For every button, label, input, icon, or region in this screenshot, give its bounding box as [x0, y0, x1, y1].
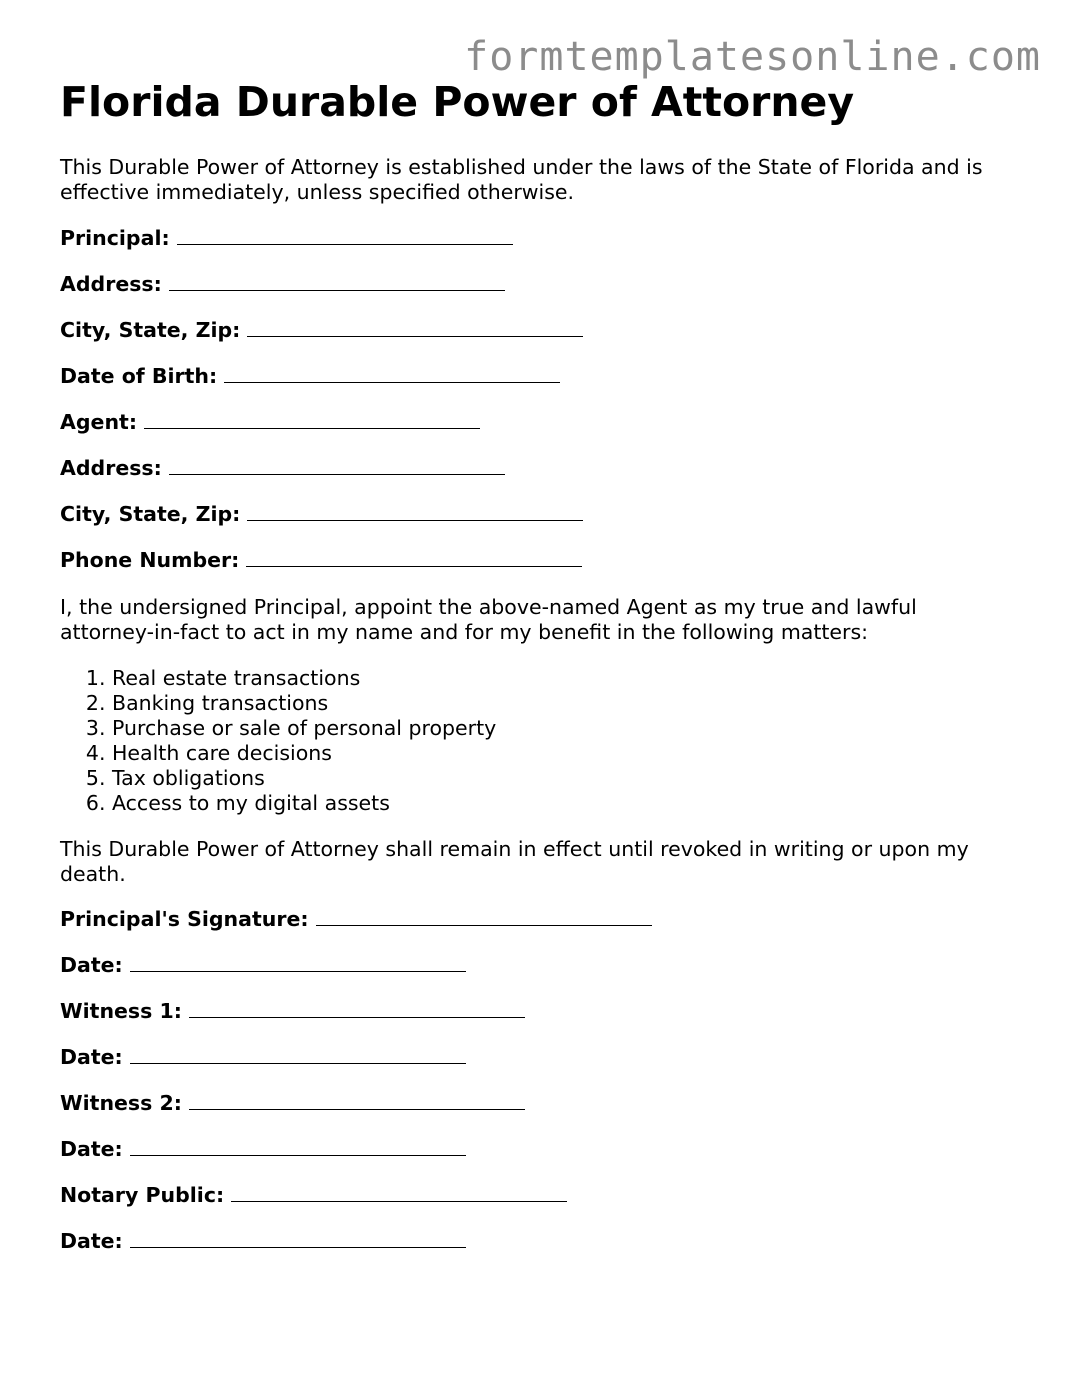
signature-date-label: Date: [60, 953, 123, 977]
agent-address-field [60, 456, 505, 481]
witness-1-date-field [60, 1045, 466, 1070]
agent-address-label: Address: [60, 456, 162, 480]
principal-city-state-zip-field [60, 318, 583, 343]
principal-blank[interactable] [177, 226, 513, 245]
witness-1-date-blank[interactable] [130, 1045, 466, 1064]
list-item: 4. Health care decisions [112, 741, 496, 766]
notary-date-field [60, 1229, 466, 1254]
date-of-birth-label: Date of Birth: [60, 364, 218, 388]
list-item: 3. Purchase or sale of personal property [112, 716, 496, 741]
notary-date-label: Date: [60, 1229, 123, 1253]
witness-2-label: Witness 2: [60, 1091, 182, 1115]
witness-1-blank[interactable] [189, 999, 525, 1018]
signature-date-field [60, 953, 466, 978]
witness-2-date-blank[interactable] [130, 1137, 466, 1156]
phone-number-label: Phone Number: [60, 548, 240, 572]
principal-city-state-zip-blank[interactable] [247, 318, 583, 337]
list-item: 5. Tax obligations [112, 766, 496, 791]
phone-number-field [60, 548, 582, 573]
appointment-paragraph: I, the undersigned Principal, appoint the above-named Agent as my true and lawful attorney-in-fact to act in my name and for my benefit in the following matters: [60, 595, 917, 644]
witness-1-field [60, 999, 525, 1024]
principal-signature-field [60, 907, 652, 932]
watermark: formtemplatesonline.com [464, 34, 1041, 80]
principal-city-state-zip-label: City, State, Zip: [60, 318, 241, 342]
principal-label: Principal: [60, 226, 170, 250]
signature-date-blank[interactable] [130, 953, 466, 972]
list-item: 1. Real estate transactions [112, 666, 496, 691]
list-item: 2. Banking transactions [112, 691, 496, 716]
date-of-birth-blank[interactable] [224, 364, 560, 383]
witness-2-date-label: Date: [60, 1137, 123, 1161]
document-title: Florida Durable Power of Attorney [60, 78, 855, 126]
notary-public-blank[interactable] [231, 1183, 567, 1202]
agent-label: Agent: [60, 410, 138, 434]
agent-blank[interactable] [144, 410, 480, 429]
notary-public-label: Notary Public: [60, 1183, 225, 1207]
notary-date-blank[interactable] [130, 1229, 466, 1248]
principal-field [60, 226, 513, 251]
witness-1-date-label: Date: [60, 1045, 123, 1069]
date-of-birth-field [60, 364, 560, 389]
duration-paragraph: This Durable Power of Attorney shall remain in effect until revoked in writing or upon my death. [60, 837, 969, 886]
principal-address-blank[interactable] [169, 272, 505, 291]
agent-city-state-zip-blank[interactable] [247, 502, 583, 521]
agent-city-state-zip-field [60, 502, 583, 527]
principal-signature-blank[interactable] [316, 907, 652, 926]
notary-public-field [60, 1183, 567, 1208]
witness-1-label: Witness 1: [60, 999, 182, 1023]
witness-2-blank[interactable] [189, 1091, 525, 1110]
phone-number-blank[interactable] [246, 548, 582, 567]
list-item: 6. Access to my digital assets [112, 791, 496, 816]
powers-list [60, 666, 496, 816]
agent-address-blank[interactable] [169, 456, 505, 475]
intro-paragraph: This Durable Power of Attorney is established under the laws of the State of Florida and is effective immediately, unless specified otherwise. [60, 155, 983, 204]
principal-signature-label: Principal's Signature: [60, 907, 309, 931]
witness-2-field [60, 1091, 525, 1116]
agent-field [60, 410, 480, 435]
principal-address-field [60, 272, 505, 297]
agent-city-state-zip-label: City, State, Zip: [60, 502, 241, 526]
principal-address-label: Address: [60, 272, 162, 296]
witness-2-date-field [60, 1137, 466, 1162]
